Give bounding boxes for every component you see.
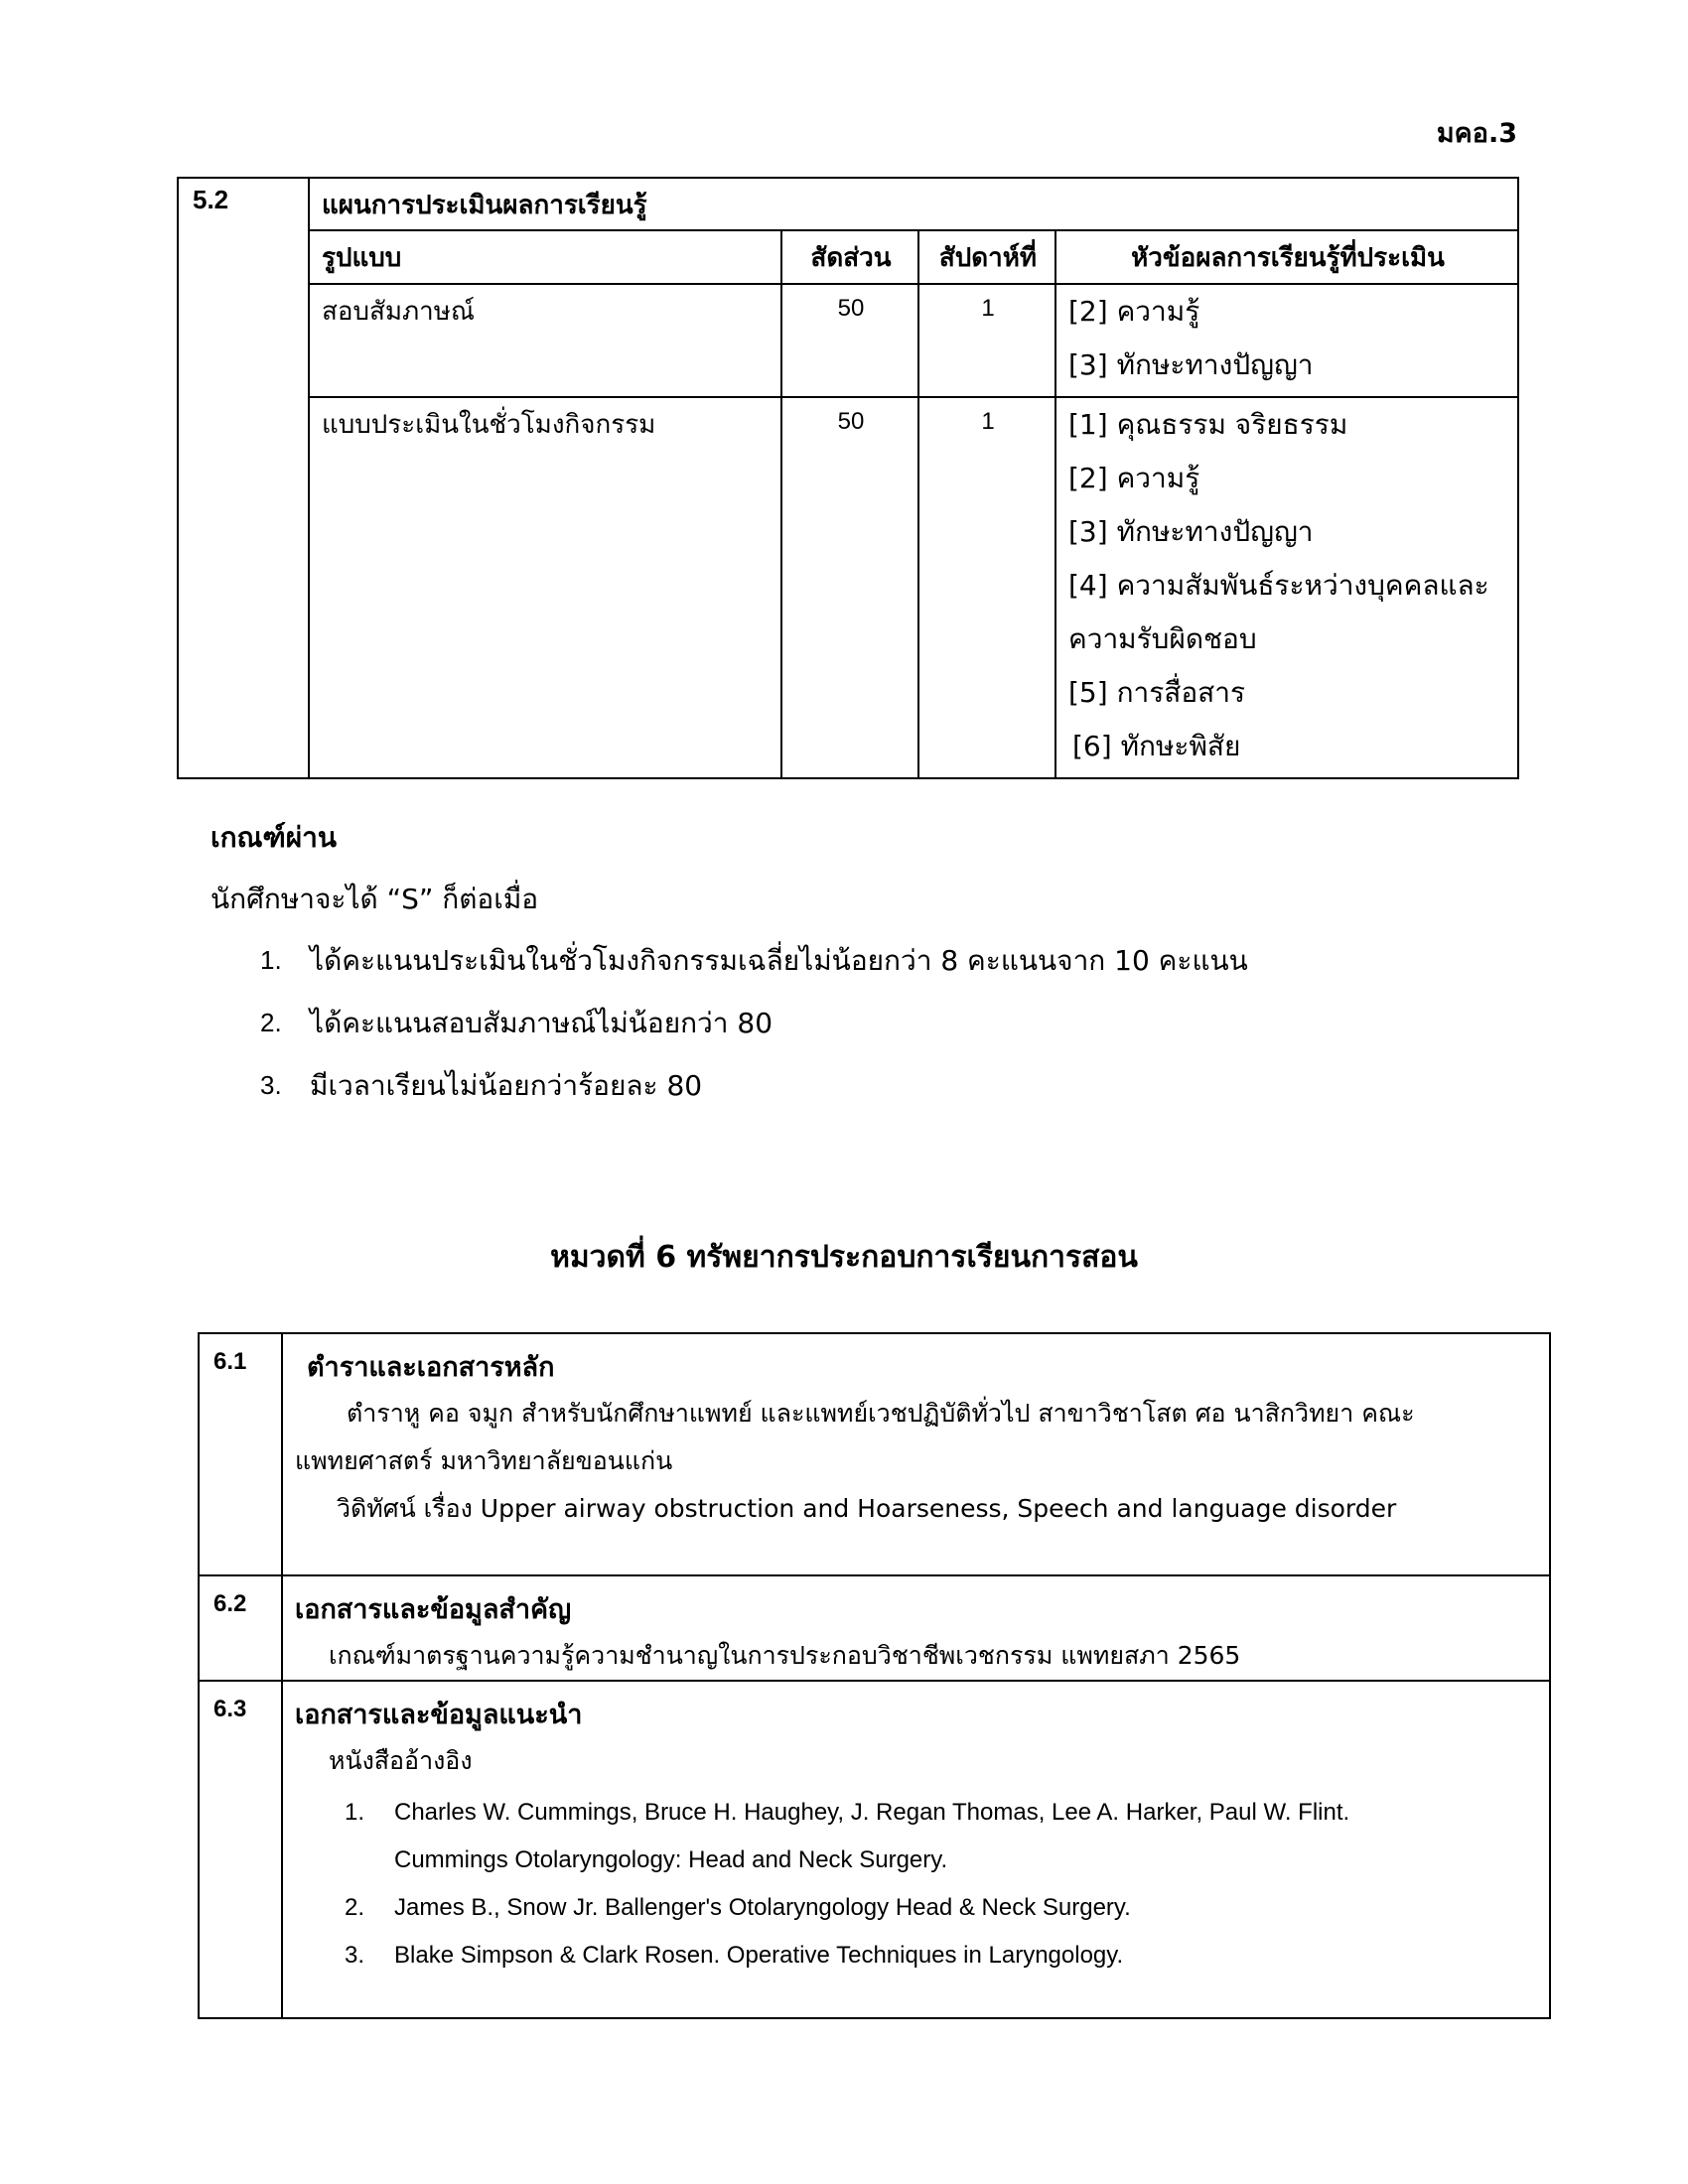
subheading: หนังสืออ้างอิง [329,1746,473,1775]
item-number: 2. [345,1894,365,1921]
section-body [282,1681,1550,2018]
list-item [260,992,1248,1054]
table-row [199,1333,1550,1575]
section-number: 6.1 [199,1333,282,1575]
list-item [260,1054,1248,1117]
reference-line: Cummings Otolaryngology: Head and Neck Surgery. [394,1846,948,1873]
item-number: 1. [345,1799,365,1826]
topic-item: [3] ทักษะทางปัญญา [1068,348,1314,381]
list-item [345,1884,1537,1932]
document-code: มคอ.3 [1436,118,1517,149]
item-text: ได้คะแนนสอบสัมภาษณ์ไม่น้อยกว่า 80 [310,1007,774,1039]
column-header-format: รูปแบบ [309,230,781,284]
table-title-row [178,178,1518,230]
topic-item: [3] ทักษะทางปัญญา [1068,515,1314,548]
section-heading: ตำราและเอกสารหลัก [307,1352,555,1383]
cell-proportion: 50 [781,397,918,778]
cell-proportion: 50 [781,284,918,397]
section-number: 5.2 [178,178,309,778]
reference-list [295,1789,1537,1979]
cell-format: แบบประเมินในชั่วโมงกิจกรรม [309,397,781,778]
list-item [345,1932,1537,1979]
section-number: 6.2 [199,1575,282,1681]
paragraph-line: เกณฑ์มาตรฐานความรู้ความชำนาญในการประกอบวิชาชีพเวชกรรม แพทยสภา 2565 [329,1641,1241,1670]
table-row [178,284,1518,397]
paragraph-line: แพทยศาสตร์ มหาวิทยาลัยขอนแก่น [295,1446,673,1475]
column-header-proportion: สัดส่วน [781,230,918,284]
resources-table [198,1332,1551,2019]
topic-item: [4] ความสัมพันธ์ระหว่างบุคคลและ [1068,569,1489,602]
reference-line: James B., Snow Jr. Ballenger's Otolaryngology Head & Neck Surgery. [394,1894,1131,1921]
topic-item: [5] การสื่อสาร [1068,676,1246,709]
table-row [199,1575,1550,1681]
topic-item: [2] ความรู้ [1068,295,1200,328]
topic-item: ความรับผิดชอบ [1068,622,1257,655]
item-number: 3. [345,1942,365,1969]
table-row [199,1681,1550,2018]
criteria-intro: นักศึกษาจะได้ “S” ก็ต่อเมื่อ [211,883,539,915]
item-text: มีเวลาเรียนไม่น้อยกว่าร้อยละ 80 [310,1069,703,1102]
item-text: ได้คะแนนประเมินในชั่วโมงกิจกรรมเฉลี่ยไม่น้อยกว่า 8 คะแนนจาก 10 คะแนน [310,944,1248,977]
cell-format: สอบสัมภาษณ์ [309,284,781,397]
column-header-week: สัปดาห์ที่ [918,230,1055,284]
list-item [260,929,1248,992]
section-body [282,1333,1550,1575]
section-body [282,1575,1550,1681]
section-number: 6.3 [199,1681,282,2018]
cell-week: 1 [918,397,1055,778]
section-heading: เอกสารและข้อมูลแนะนำ [295,1700,583,1730]
table-row [178,397,1518,778]
criteria-heading: เกณฑ์ผ่าน [211,821,338,854]
cell-week: 1 [918,284,1055,397]
item-number: 2. [260,1008,282,1037]
reference-line: Blake Simpson & Clark Rosen. Operative Techniques in Laryngology. [394,1942,1124,1969]
column-header-topics: หัวข้อผลการเรียนรู้ที่ประเมิน [1055,230,1518,284]
paragraph-line: ตำราหู คอ จมูก สำหรับนักศึกษาแพทย์ และแพทย์เวชปฏิบัติทั่วไป สาขาวิชาโสต ศอ นาสิกวิทยา คณะ [347,1399,1415,1428]
item-number: 1. [260,945,282,975]
table-title: แผนการประเมินผลการเรียนรู้ [309,178,1518,230]
cell-topics [1055,284,1518,397]
cell-topics [1055,397,1518,778]
reference-line: Charles W. Cummings, Bruce H. Haughey, J. Regan Thomas, Lee A. Harker, Paul W. Flint. [394,1799,1350,1826]
list-item [345,1789,1537,1884]
topic-item: [1] คุณธรรม จริยธรรม [1068,408,1348,441]
assessment-plan-table [177,177,1519,779]
section-title: หมวดที่ 6 ทรัพยากรประกอบการเรียนการสอน [550,1240,1138,1275]
section-heading: เอกสารและข้อมูลสำคัญ [295,1594,572,1625]
topic-item: [6] ทักษะพิสัย [1072,730,1241,762]
topic-item: [2] ความรู้ [1068,462,1200,494]
item-text [394,1789,1349,1884]
criteria-list [260,929,1248,1117]
paragraph-line: วิดิทัศน์ เรื่อง Upper airway obstruction and Hoarseness, Speech and language disorder [337,1494,1397,1523]
item-number: 3. [260,1070,282,1100]
table-header-row [178,230,1518,284]
